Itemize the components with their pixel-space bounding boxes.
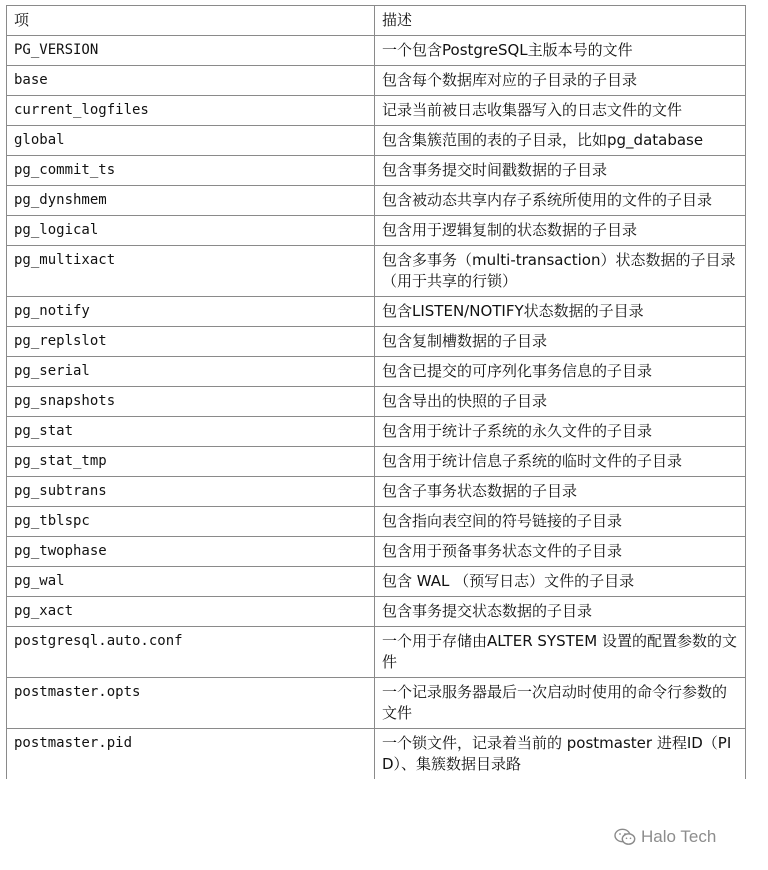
description-cell: 一个包含PostgreSQL主版本号的文件 (375, 36, 746, 66)
item-cell: pg_stat (7, 417, 375, 447)
item-cell: pg_serial (7, 357, 375, 387)
description-cell: 包含用于预备事务状态文件的子目录 (375, 537, 746, 567)
item-cell: postgresql.auto.conf (7, 627, 375, 678)
description-cell: 包含 WAL （预写日志）文件的子目录 (375, 567, 746, 597)
table-row (7, 417, 746, 447)
description-cell: 包含用于逻辑复制的状态数据的子目录 (375, 216, 746, 246)
item-cell: pg_stat_tmp (7, 447, 375, 477)
item-cell: pg_dynshmem (7, 186, 375, 216)
wechat-icon (614, 828, 636, 846)
postgres-data-directory-table (6, 5, 746, 779)
description-cell: 包含被动态共享内存子系统所使用的文件的子目录 (375, 186, 746, 216)
item-cell: pg_wal (7, 567, 375, 597)
item-cell: pg_notify (7, 297, 375, 327)
description-cell: 一个记录服务器最后一次启动时使用的命令行参数的文件 (375, 678, 746, 729)
description-cell: 包含子事务状态数据的子目录 (375, 477, 746, 507)
item-cell: postmaster.pid (7, 729, 375, 780)
column-header-item: 项 (7, 6, 375, 36)
table-header-row (7, 6, 746, 36)
description-cell: 包含事务提交状态数据的子目录 (375, 597, 746, 627)
table-row (7, 126, 746, 156)
table-row (7, 387, 746, 417)
description-cell: 包含事务提交时间戳数据的子目录 (375, 156, 746, 186)
table-row (7, 477, 746, 507)
description-cell: 包含指向表空间的符号链接的子目录 (375, 507, 746, 537)
table-row (7, 216, 746, 246)
description-cell: 记录当前被日志收集器写入的日志文件的文件 (375, 96, 746, 126)
item-cell: current_logfiles (7, 96, 375, 126)
item-cell: postmaster.opts (7, 678, 375, 729)
watermark-text: Halo Tech (641, 827, 717, 846)
table-row (7, 597, 746, 627)
description-cell: 一个锁文件，记录着当前的 postmaster 进程ID（PID）、集簇数据目录路 (375, 729, 746, 780)
table-row (7, 447, 746, 477)
table-row (7, 678, 746, 729)
table-row (7, 297, 746, 327)
table-row (7, 246, 746, 297)
item-cell: PG_VERSION (7, 36, 375, 66)
table-row (7, 567, 746, 597)
table-row (7, 156, 746, 186)
table-row (7, 537, 746, 567)
item-cell: pg_subtrans (7, 477, 375, 507)
description-cell: 包含用于统计信息子系统的临时文件的子目录 (375, 447, 746, 477)
item-cell: pg_twophase (7, 537, 375, 567)
description-cell: 包含多事务（multi-transaction）状态数据的子目录（用于共享的行锁） (375, 246, 746, 297)
description-cell: 一个用于存储由ALTER SYSTEM 设置的配置参数的文件 (375, 627, 746, 678)
item-cell: global (7, 126, 375, 156)
watermark (614, 825, 716, 849)
column-header-description: 描述 (375, 6, 746, 36)
postgres-data-directory-table-container (6, 5, 745, 779)
item-cell: pg_replslot (7, 327, 375, 357)
table-row (7, 327, 746, 357)
item-cell: pg_tblspc (7, 507, 375, 537)
table-row (7, 36, 746, 66)
table-row (7, 96, 746, 126)
item-cell: pg_multixact (7, 246, 375, 297)
item-cell: pg_logical (7, 216, 375, 246)
table-row (7, 66, 746, 96)
item-cell: pg_commit_ts (7, 156, 375, 186)
table-row (7, 357, 746, 387)
description-cell: 包含导出的快照的子目录 (375, 387, 746, 417)
table-row (7, 729, 746, 780)
description-cell: 包含集簇范围的表的子目录，比如pg_database (375, 126, 746, 156)
table-row (7, 507, 746, 537)
table-row (7, 186, 746, 216)
description-cell: 包含用于统计子系统的永久文件的子目录 (375, 417, 746, 447)
item-cell: pg_xact (7, 597, 375, 627)
description-cell: 包含LISTEN/NOTIFY状态数据的子目录 (375, 297, 746, 327)
description-cell: 包含已提交的可序列化事务信息的子目录 (375, 357, 746, 387)
item-cell: base (7, 66, 375, 96)
description-cell: 包含复制槽数据的子目录 (375, 327, 746, 357)
item-cell: pg_snapshots (7, 387, 375, 417)
description-cell: 包含每个数据库对应的子目录的子目录 (375, 66, 746, 96)
table-row (7, 627, 746, 678)
